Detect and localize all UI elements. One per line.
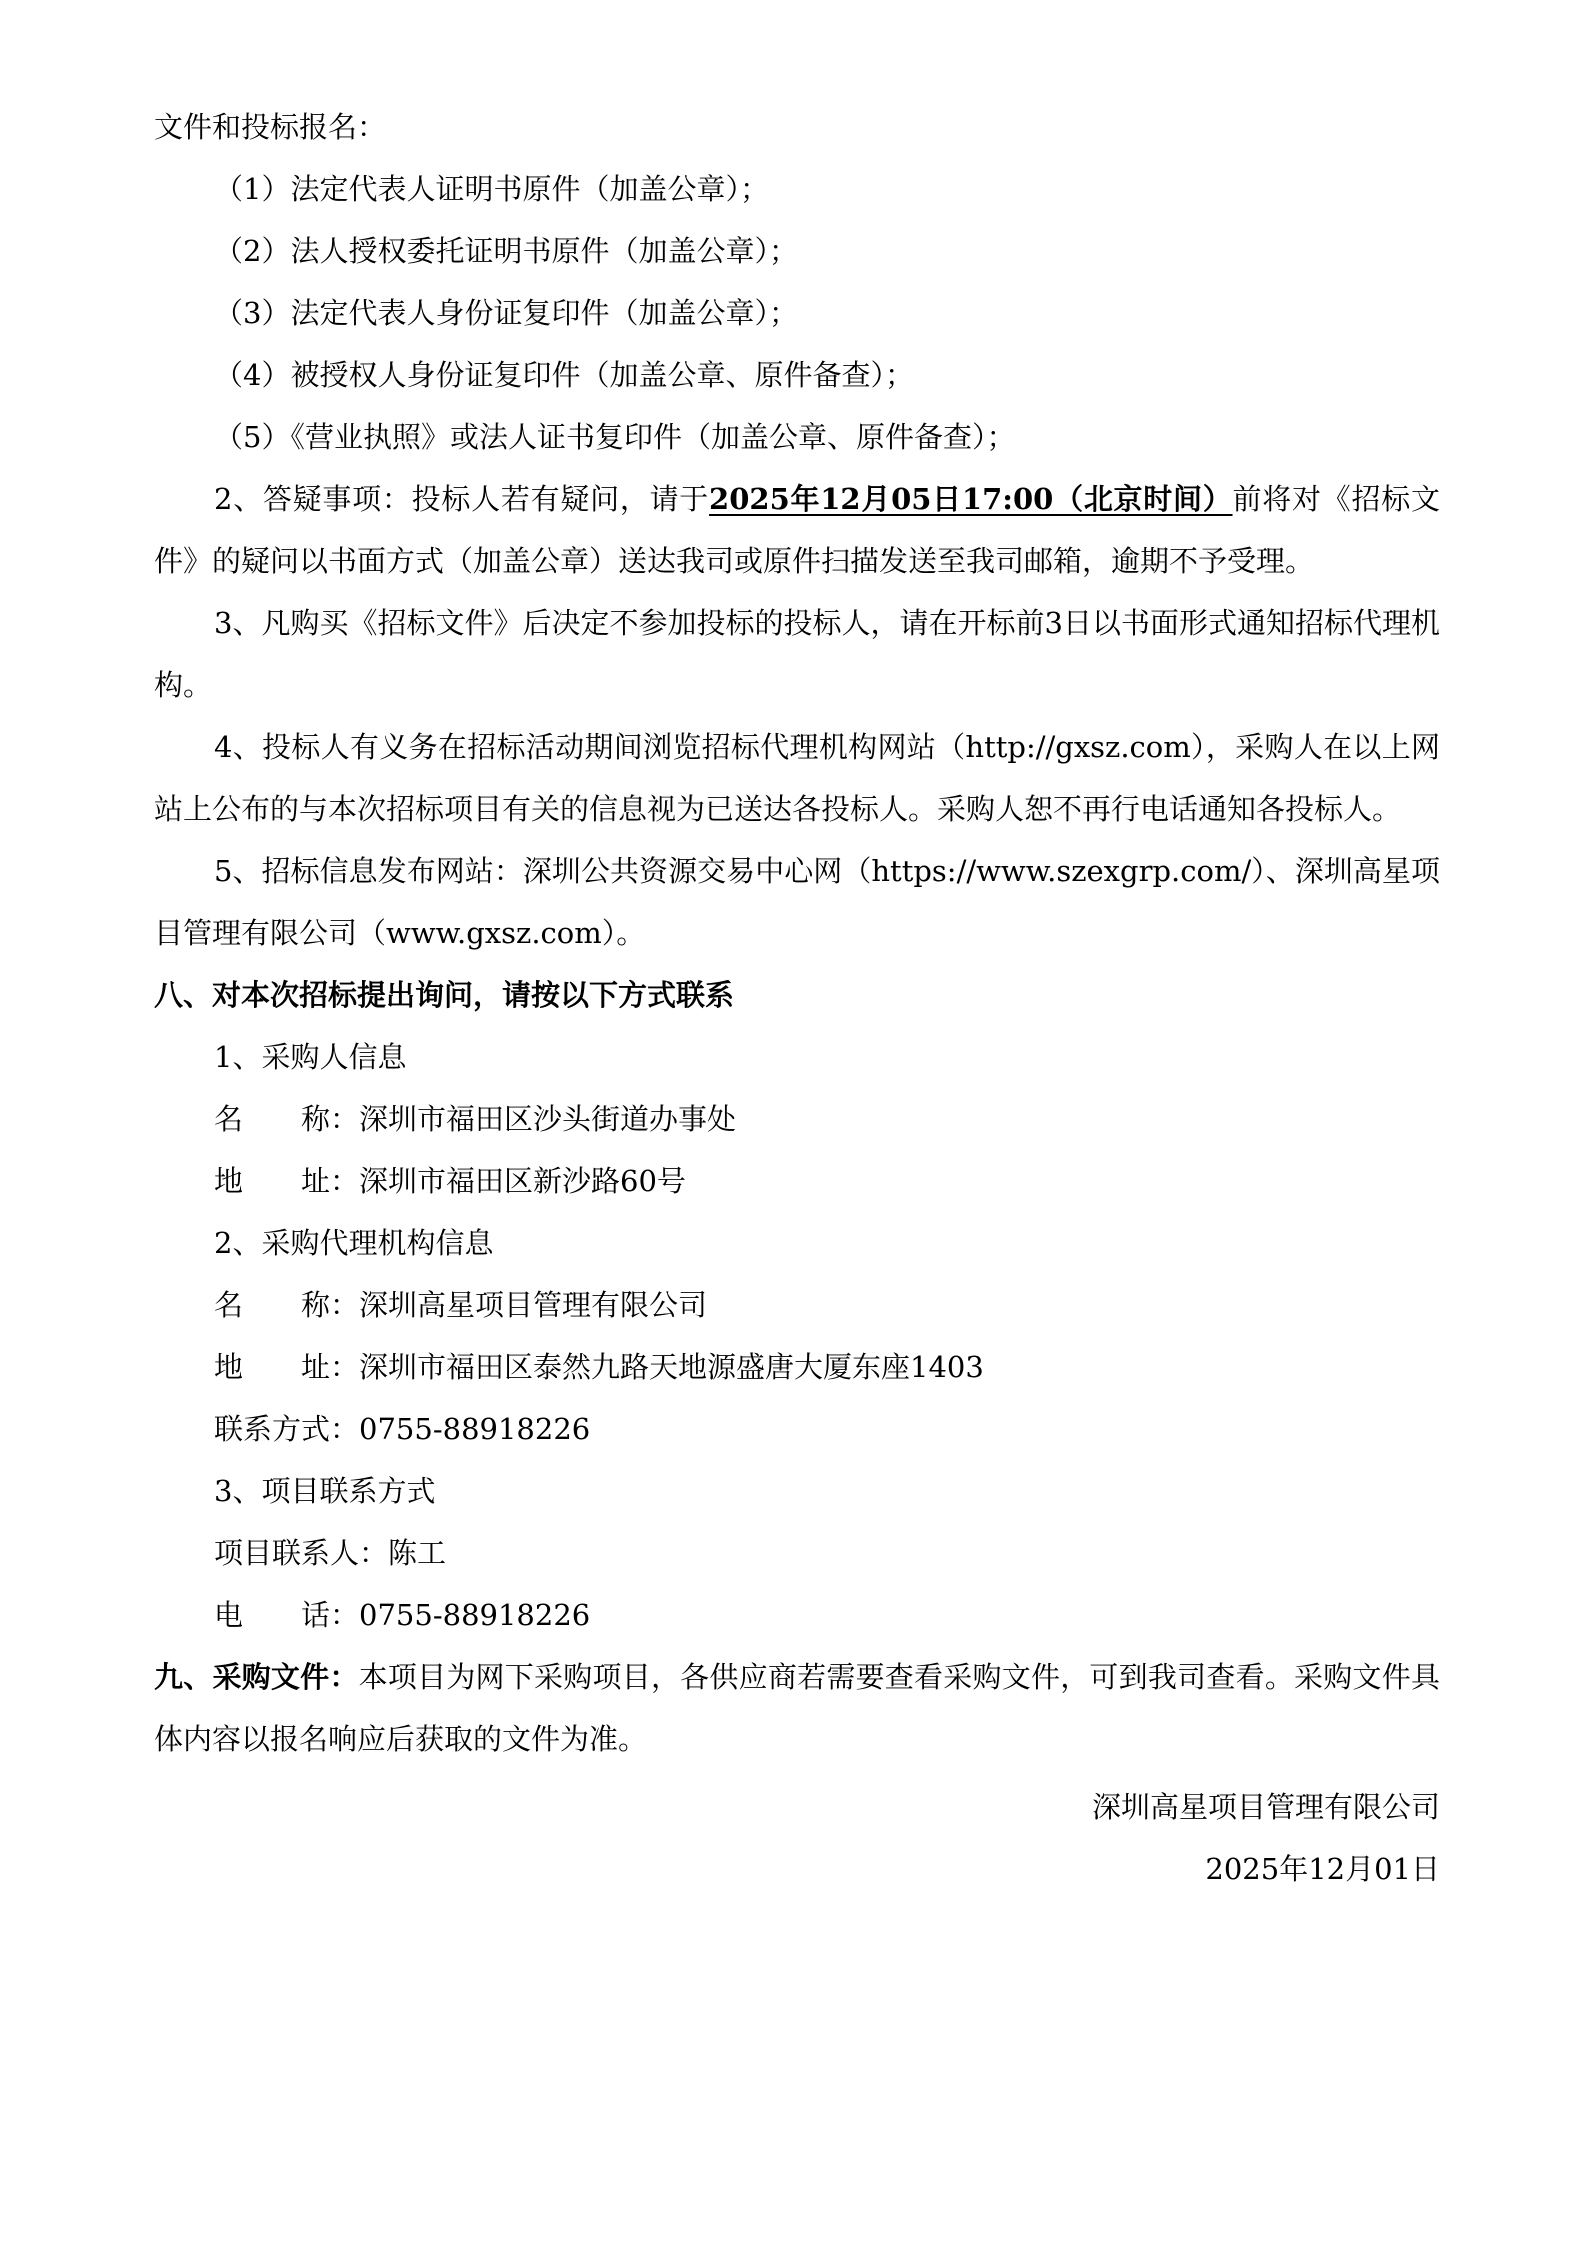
list-item: （3）法定代表人身份证复印件（加盖公章）； bbox=[214, 296, 798, 330]
purchaser-name-label: 名 称： bbox=[214, 1102, 360, 1136]
agency-address bbox=[154, 1336, 1440, 1398]
list-item: （5）《营业执照》或法人证书复印件（加盖公章、原件备查）； bbox=[214, 420, 1016, 454]
qa-paragraph bbox=[154, 468, 1440, 592]
agency-address-label: 地 址： bbox=[214, 1350, 360, 1384]
agency-contact bbox=[154, 1398, 1440, 1460]
project-contact-phone-value: 0755-88918226 bbox=[359, 1598, 591, 1632]
purchaser-title: 1、采购人信息 bbox=[214, 1040, 407, 1074]
publish-site-paragraph: 5、招标信息发布网站：深圳公共资源交易中心网（https://www.szexgrp.com/）、深圳高星项目管理有限公司（www.gxsz.com）。 bbox=[154, 854, 1440, 950]
signature-date: 2025年12月01日 bbox=[1205, 1852, 1440, 1886]
section9-paragraph bbox=[154, 1646, 1440, 1770]
project-contact-person-value: 陈工 bbox=[388, 1536, 447, 1570]
project-contact-phone-label: 电 话： bbox=[214, 1598, 360, 1632]
section9-heading: 九、采购文件： bbox=[154, 1660, 359, 1694]
qa-text-before: 2、答疑事项：投标人若有疑问，请于 bbox=[214, 482, 710, 516]
purchaser-address-label: 地 址： bbox=[214, 1164, 360, 1198]
purchaser-name-value: 深圳市福田区沙头街道办事处 bbox=[359, 1102, 737, 1136]
signature-company: 深圳高星项目管理有限公司 bbox=[1091, 1790, 1440, 1824]
section8-heading: 八、对本次招标提出询问，请按以下方式联系 bbox=[154, 978, 735, 1012]
project-contact-person-label: 项目联系人： bbox=[214, 1536, 389, 1570]
project-contact-title: 3、项目联系方式 bbox=[214, 1474, 436, 1508]
purchaser-name bbox=[154, 1088, 1440, 1150]
qa-deadline: 2025年12月05日17:00（北京时间） bbox=[709, 482, 1233, 516]
list-item: （2）法人授权委托证明书原件（加盖公章）； bbox=[214, 234, 798, 268]
required-docs-list bbox=[154, 158, 1440, 468]
withdraw-paragraph: 3、凡购买《招标文件》后决定不参加投标的投标人，请在开标前3日以书面形式通知招标代理机构。 bbox=[154, 606, 1440, 702]
list-item: （1）法定代表人证明书原件（加盖公章）； bbox=[214, 172, 769, 206]
agency-name-value: 深圳高星项目管理有限公司 bbox=[359, 1288, 708, 1322]
agency-address-value: 深圳市福田区泰然九路天地源盛唐大厦东座1403 bbox=[359, 1350, 984, 1384]
agency-title: 2、采购代理机构信息 bbox=[214, 1226, 494, 1260]
intro-tail: 文件和投标报名： bbox=[154, 110, 387, 144]
project-contact-phone bbox=[154, 1584, 1440, 1646]
website-duty-paragraph: 4、投标人有义务在招标活动期间浏览招标代理机构网站（http://gxsz.com），采购人在以上网站上公布的与本次招标项目有关的信息视为已送达各投标人。采购人恕不再行电话通知各投标人。 bbox=[154, 730, 1440, 826]
qa-text-after: 前将对《招标文件》的疑问以书面方式（加盖公章）送达我司或原件扫描发送至我司邮箱，逾期不予受理。 bbox=[154, 482, 1440, 578]
agency-contact-label: 联系方式： bbox=[214, 1412, 360, 1446]
purchaser-address bbox=[154, 1150, 1440, 1212]
agency-name-label: 名 称： bbox=[214, 1288, 360, 1322]
purchaser-address-value: 深圳市福田区新沙路60号 bbox=[359, 1164, 686, 1198]
section9-text: 本项目为网下采购项目，各供应商若需要查看采购文件，可到我司查看。采购文件具体内容以报名响应后获取的文件为准。 bbox=[154, 1660, 1440, 1756]
agency-name bbox=[154, 1274, 1440, 1336]
project-contact-person bbox=[154, 1522, 1440, 1584]
list-item: （4）被授权人身份证复印件（加盖公章、原件备查）； bbox=[214, 358, 914, 392]
agency-contact-value: 0755-88918226 bbox=[359, 1412, 591, 1446]
document-body bbox=[154, 96, 1440, 1900]
